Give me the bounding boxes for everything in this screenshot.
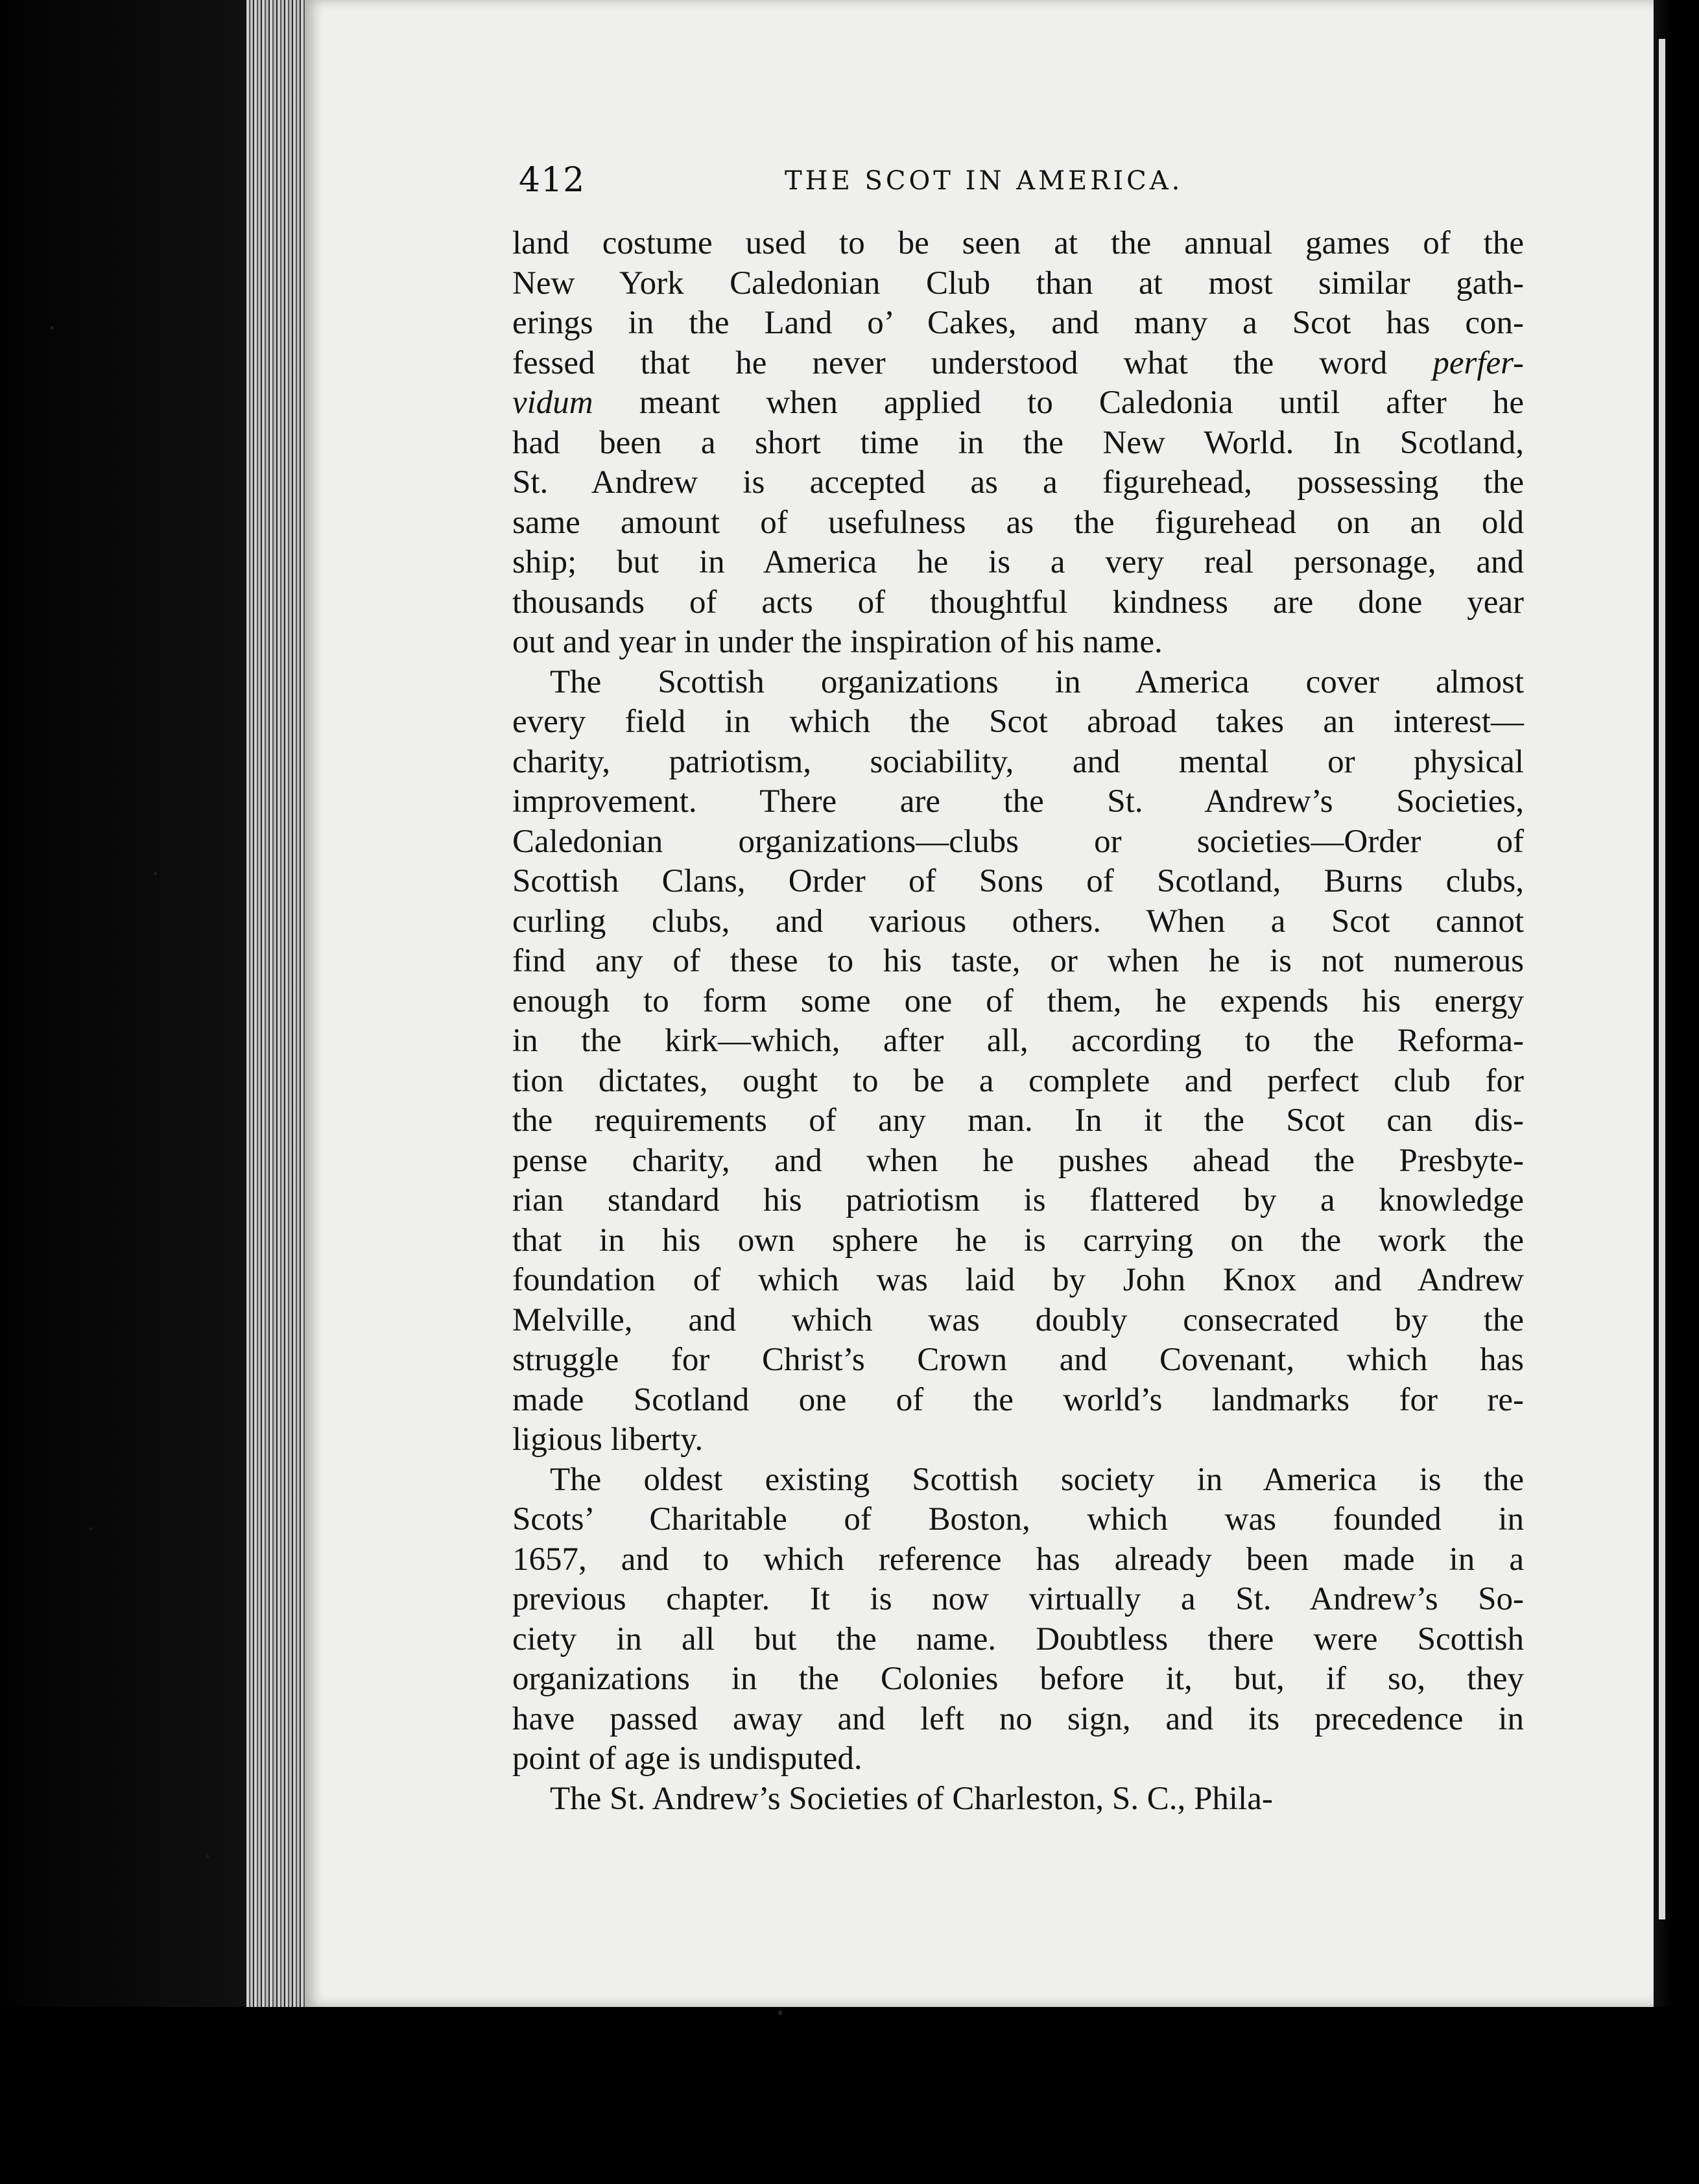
text-line: the requirements of any man. In it the Scot can dis- <box>512 1102 1524 1139</box>
text-line: pense charity, and when he pushes ahead the Presbyte- <box>512 1142 1524 1179</box>
text-line: every field in which the Scot abroad takes an interest— <box>512 704 1524 740</box>
text-line: ligious liberty. <box>512 1421 704 1458</box>
text-line: charity, patriotism, sociability, and mental or physical <box>512 743 1524 780</box>
text-line: St. Andrew is accepted as a figurehead, possessing the <box>512 464 1524 501</box>
text-line: struggle for Christ’s Crown and Covenant, which has <box>512 1342 1524 1378</box>
text-line: out and year in under the inspiration of his name. <box>512 624 1163 660</box>
body-text <box>512 224 1524 1819</box>
text-line: 1657, and to which reference has already been made in a <box>512 1541 1524 1578</box>
text-line: organizations in the Colonies before it, but, if so, they <box>512 1661 1524 1697</box>
paragraph-first-line: The St. Andrew’s Societies of Charleston, S. C., Phila- <box>550 1780 1273 1817</box>
text-line: land costume used to be seen at the annual games of the <box>512 225 1524 261</box>
text-line: that in his own sphere he is carrying on the work the <box>512 1222 1524 1259</box>
text-line: Melville, and which was doubly consecrated by the <box>512 1301 1524 1338</box>
book-page-edges <box>246 0 308 2036</box>
text-line-with-italic: fessed that he never understood what the word perfer- <box>512 344 1524 381</box>
italic-word: perfer- <box>1432 344 1524 381</box>
text-line: made Scotland one of the world’s landmarks for re- <box>512 1381 1524 1418</box>
text-line: thousands of acts of thoughtful kindness are done year <box>512 584 1524 621</box>
text-line: Caledonian organizations—clubs or societies—Order of <box>512 823 1524 860</box>
text-line: improvement. There are the St. Andrew’s Societies, <box>512 783 1524 820</box>
text-line: same amount of usefulness as the figurehead on an old <box>512 504 1524 541</box>
running-header <box>519 161 1265 200</box>
paragraph-first-line: The oldest existing Scottish society in America is the <box>550 1461 1524 1498</box>
text-line: curling clubs, and various others. When a Scot cannot <box>512 903 1524 940</box>
text-line: had been a short time in the New World. In Scotland, <box>512 424 1524 461</box>
text-line: in the kirk—which, after all, according to the Reforma- <box>512 1023 1524 1059</box>
text-line: Scots’ Charitable of Boston, which was founded in <box>512 1501 1524 1537</box>
italic-word: vidum <box>512 385 593 421</box>
text-line: enough to form some one of them, he expends his energy <box>512 982 1524 1019</box>
text-line: previous chapter. It is now virtually a St. Andrew’s So- <box>512 1581 1524 1617</box>
text-line: rian standard his patriotism is flattered by a knowledge <box>512 1182 1524 1218</box>
text-line: point of age is undisputed. <box>512 1740 862 1777</box>
scan-margin-left <box>0 0 259 2184</box>
text-line: ciety in all but the name. Doubtless there were Scottish <box>512 1620 1524 1657</box>
text-line: Scottish Clans, Order of Sons of Scotland, Burns clubs, <box>512 863 1524 899</box>
text-line: ship; but in America he is a very real personage, and <box>512 544 1524 580</box>
running-head-title: THE SCOT IN AMERICA. <box>785 166 1183 196</box>
paragraph-first-line: The Scottish organizations in America cover almost <box>550 663 1524 700</box>
text-line: erings in the Land o’ Cakes, and many a Scot has con- <box>512 305 1524 341</box>
text-line: foundation of which was laid by John Knox and Andrew <box>512 1262 1524 1298</box>
scan-margin-bottom <box>0 2007 1699 2184</box>
facing-page-edge <box>1659 39 1665 1919</box>
text-line-with-italic: vidum meant when applied to Caledonia until after he <box>512 385 1524 421</box>
text-line: have passed away and left no sign, and its precedence in <box>512 1700 1524 1737</box>
text-line: tion dictates, ought to be a complete and perfect club for <box>512 1062 1524 1099</box>
page-number: 412 <box>519 161 586 200</box>
text-line: New York Caledonian Club than at most similar gath- <box>512 265 1524 302</box>
print-speck <box>778 2010 782 2015</box>
text-line: find any of these to his taste, or when he is not numerous <box>512 943 1524 979</box>
